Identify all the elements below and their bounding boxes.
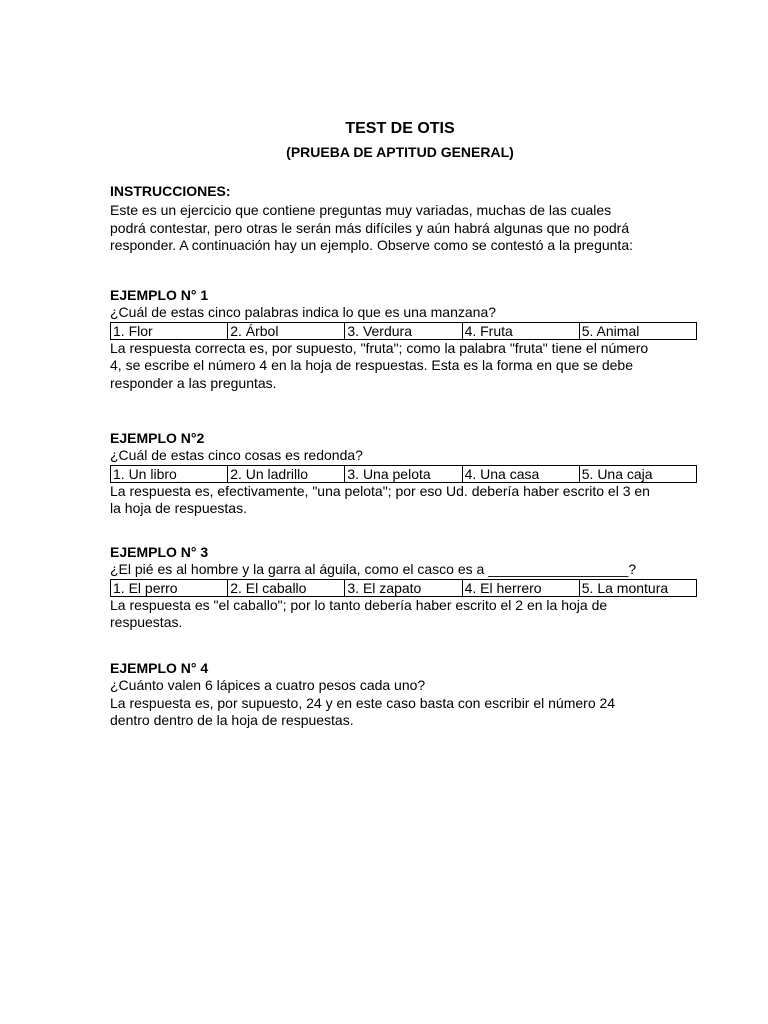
- options-row: [111, 322, 697, 339]
- option-cell: 3. El zapato: [345, 579, 462, 596]
- options-table: [110, 579, 697, 597]
- example-answer-line: La respuesta es, efectivamente, "una pelota"; por eso Ud. debería haber escrito el 3 en: [110, 482, 650, 499]
- document-title: TEST DE OTIS: [345, 120, 455, 137]
- option-cell: 2. Árbol: [228, 322, 345, 339]
- example-heading: EJEMPLO N° 1: [110, 287, 209, 303]
- example-1-section: [110, 286, 700, 392]
- option-cell: 1. Flor: [111, 322, 228, 339]
- options-row: [111, 465, 697, 482]
- instructions-line: responder. A continuación hay un ejemplo. Observe como se contestó a la pregunta:: [110, 237, 633, 253]
- instructions-line: podrá contestar, pero otras le serán más difíciles y aún habrá algunas que no podrá: [110, 219, 630, 236]
- option-cell: 4. El herrero: [462, 579, 579, 596]
- example-answer-line: dentro dentro de la hoja de respuestas.: [110, 712, 354, 728]
- example-answer-line: La respuesta correcta es, por supuesto, "fruta"; como la palabra "fruta" tiene el número: [110, 339, 649, 356]
- option-cell: 1. Un libro: [111, 465, 228, 482]
- example-heading: EJEMPLO N°2: [110, 430, 205, 446]
- example-2-section: [110, 429, 700, 518]
- options-table: [110, 322, 697, 340]
- example-answer-line: la hoja de respuestas.: [110, 500, 247, 516]
- example-question: ¿Cuál de estas cinco cosas es redonda?: [110, 447, 363, 463]
- option-cell: 4. Una casa: [462, 465, 579, 482]
- options-table: [110, 465, 697, 483]
- instructions-line: Este es un ejercicio que contiene preguntas muy variadas, muchas de las cuales: [110, 202, 612, 218]
- example-answer-line: La respuesta es "el caballo"; por lo tanto debería haber escrito el 2 en la hoja de: [110, 596, 608, 613]
- option-cell: 3. Una pelota: [345, 465, 462, 482]
- option-cell: 2. El caballo: [228, 579, 345, 596]
- option-cell: 1. El perro: [111, 579, 228, 596]
- document-subtitle: (PRUEBA DE APTITUD GENERAL): [286, 144, 514, 160]
- option-cell: 2. Un ladrillo: [228, 465, 345, 482]
- option-cell: 3. Verdura: [345, 322, 462, 339]
- example-heading: EJEMPLO N° 3: [110, 544, 209, 560]
- option-cell: 5. La montura: [579, 579, 696, 596]
- example-question: ¿Cuánto valen 6 lápices a cuatro pesos cada uno?: [110, 677, 426, 693]
- example-3-section: [110, 543, 700, 632]
- options-row: [111, 579, 697, 596]
- example-answer-line: responder a las preguntas.: [110, 374, 277, 391]
- instructions-section: [110, 182, 700, 255]
- option-cell: 5. Animal: [579, 322, 696, 339]
- instructions-heading: INSTRUCCIONES:: [110, 183, 231, 199]
- option-cell: 5. Una caja: [579, 465, 696, 482]
- example-question: ¿El pié es al hombre y la garra al águila, como el casco es a __________________?: [110, 561, 637, 577]
- example-answer-line: 4, se escribe el número 4 en la hoja de respuestas. Esta es la forma en que se debe: [110, 357, 633, 373]
- example-4-section: [110, 659, 700, 730]
- example-answer-line: La respuesta es, por supuesto, 24 y en este caso basta con escribir el número 24: [110, 694, 616, 711]
- example-question: ¿Cuál de estas cinco palabras indica lo que es una manzana?: [110, 304, 497, 320]
- example-heading: EJEMPLO N° 4: [110, 660, 209, 676]
- option-cell: 4. Fruta: [462, 322, 579, 339]
- example-answer-line: respuestas.: [110, 614, 183, 630]
